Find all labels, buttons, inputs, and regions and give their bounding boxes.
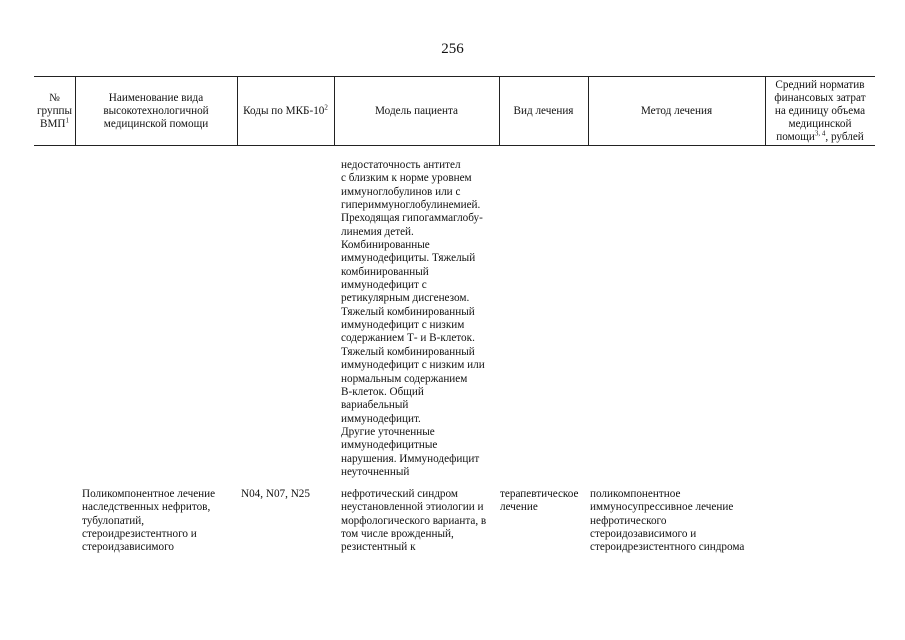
text-line: лечение: [500, 501, 538, 514]
treatment-method: [590, 488, 744, 555]
text-line: нефротический синдром: [341, 488, 458, 500]
header-text: медицинской помощи: [103, 117, 209, 130]
treatment-type: [500, 488, 579, 515]
header-text: медицинской: [788, 117, 852, 130]
text-line: недостаточность антител: [341, 159, 461, 171]
text-line: нормальным содержанием: [341, 372, 468, 385]
header-text: высокотехнологичной: [103, 104, 209, 117]
header-patient-model: Модель пациента: [375, 104, 458, 117]
text-line: иммунодефицит.: [341, 412, 421, 425]
header-treatment-method: Метод лечения: [640, 104, 713, 117]
text-line: резистентный к: [341, 541, 416, 554]
text-line: морфологического варианта, в: [341, 514, 487, 527]
text-line: тубулопатий,: [82, 514, 145, 527]
text-line: нефротического: [590, 514, 667, 527]
text-line: Другие уточненные: [341, 425, 435, 438]
text-line: вариабельный: [341, 399, 409, 412]
text-line: терапевтическое: [500, 488, 579, 500]
text-line: стероидрезистентного синдрома: [590, 541, 745, 554]
header-text: №: [49, 91, 60, 104]
text-line: иммуноглобулинов или с: [341, 185, 461, 198]
text-line: иммунодефицитные: [341, 439, 438, 452]
continued-patient-model: [341, 159, 485, 479]
text-line: иммунодефициты. Тяжелый: [341, 252, 476, 265]
text-line: нарушения. Иммунодефицит: [341, 452, 480, 465]
text-line: содержанием Т- и B-клеток.: [341, 332, 475, 345]
care-type-name: [82, 488, 215, 555]
patient-model: [341, 488, 486, 555]
text-line: гипериммуноглобулинемией.: [341, 199, 481, 212]
icd-codes: N04, N07, N25: [241, 488, 310, 500]
text-line: иммунодефицит с низким или: [341, 359, 485, 372]
header-treatment-type: Вид лечения: [513, 104, 574, 117]
text-line: иммуносупрессивное лечение: [590, 501, 734, 514]
text-line: линемия детей.: [341, 225, 414, 238]
header-financial-norm: [765, 77, 875, 145]
text-line: Тяжелый комбинированный: [341, 345, 475, 358]
header-text: ВМП$^1$: [40, 115, 69, 130]
text-line: иммунодефицит с: [341, 279, 427, 292]
header-text: Наименование вида: [108, 91, 204, 104]
text-line: стероидзависимого: [82, 541, 175, 554]
text-line: ретикулярным дисгенезом.: [341, 292, 470, 305]
page-number: 256: [441, 41, 464, 57]
text-line: неустановленной этиологии и: [341, 501, 484, 514]
text-line: неуточненный: [341, 465, 410, 478]
table-header: [34, 76, 875, 146]
header-text: на единицу объема: [774, 104, 866, 117]
text-line: стероидозависимого и: [590, 528, 697, 541]
text-line: Комбинированные: [341, 239, 430, 252]
text-line: Тяжелый комбинированный: [341, 305, 475, 318]
text-line: Преходящая гипогаммаглобу-: [341, 212, 483, 225]
header-group-number: [34, 77, 75, 145]
text-line: Поликомпонентное лечение: [82, 488, 216, 500]
text-line: B-клеток. Общий: [341, 385, 424, 398]
header-text: финансовых затрат: [774, 91, 866, 104]
text-line: том числе врожденный,: [341, 528, 454, 541]
text-line: иммунодефицит с низким: [341, 319, 465, 332]
text-line: стероидрезистентного и: [82, 528, 197, 541]
text-line: поликомпонентное: [590, 488, 681, 500]
header-icd-codes: Коды по МКБ-$10^2$: [243, 102, 328, 117]
text-line: комбинированный: [341, 265, 429, 278]
header-text: Средний норматив: [775, 78, 865, 91]
header-care-type-name: [75, 77, 237, 145]
text-line: с близким к норме уровнем: [341, 172, 472, 185]
header-text: группы: [36, 104, 73, 117]
header-text: помощи$^{3, 4}$, рублей: [776, 128, 864, 143]
text-line: наследственных нефритов,: [82, 501, 211, 514]
